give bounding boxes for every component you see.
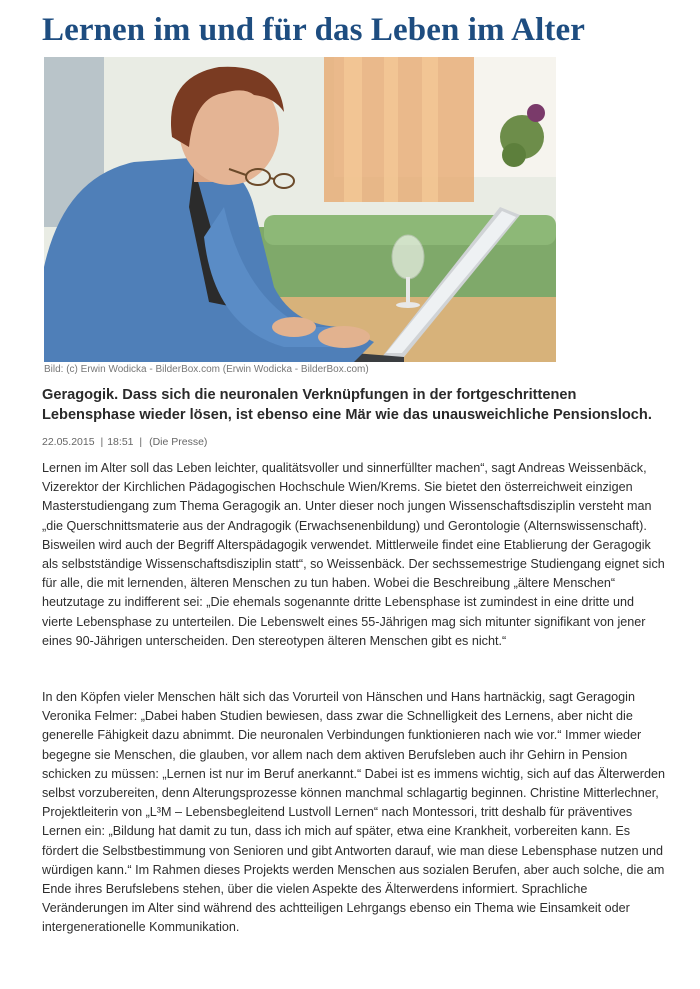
body-paragraph: Lernen im Alter soll das Leben leichter, qualitätsvoller und sinnerfüllter machen“, sagt Andreas Weissenbäck, Vizerektor der Kirchlichen Pädagogischen Hochschule Wien/Krems. Sie bietet den österreichweit einzigen Masterstudiengang zum Thema Geragogik an. Unter dieser noch jungen Wissenschaftsdisziplin versteht man „die Querschnittsmaterie aus der Andragogik (Erwachsenenbildung) und Gerontologie (Alternswissenschaft). Bisweilen wird auch der Begriff Alterspädagogik verwendet. Mittlerweile findet eine Etablierung der Geragogik als selbstständige Wissenschaftsdisziplin statt“, so Weissenbäck. Der sechssemestrige Studiengang eignet sich für alle, die mit lernenden, älteren Menschen zu tun haben. Wobei die Beschreibung „ältere Menschen“ heutzutage zu indifferent sei: „Die ehemals sogenannte dritte Lebensphase ist zumindest in eine dritte und vierte Lebensphase zu unterteilen. Die Lebenswelt eines 55-Jährigen mag sich mitunter signifikant von jener eines 90-Jährigen unterscheiden. Den stereotypen älteren Menschen gibt es nicht.“ <box>42 461 665 648</box>
body-paragraph: In den Köpfen vieler Menschen hält sich das Vorurteil von Hänschen und Hans hartnäckig, sagt Geragogin Veronika Felmer: „Dabei haben Studien bewiesen, dass zwar die Schnelligkeit des Lernens, aber nicht die generelle Fähigkeit dazu abnimmt. Die neuronalen Verbindungen funktionieren nach wie vor.“ Immer wieder begegne sie Menschen, die glauben, vor allem nach dem aktiven Berufsleben auch ihr Gehirn in Pension schicken zu müssen: „Lernen ist nur im Beruf anerkannt.“ Dabei ist es immens wichtig, sich auf das Älterwerden selbst vorzubereiten, denn Alterungsprozesse können manchmal schlagartig beginnen. Christine Mitterlechner, Projektleiterin von „L³M – Lebensbegleitend Lustvoll Lernen“ nach Montessori, tritt deshalb für präventives Lernen ein: „Bildung hat damit zu tun, dass ich mich auf später, etwa eine Krankheit, vorbereiten kann. Es fördert die Selbstbestimmung von Senioren und gibt Antworten darauf, wie man diese Lebensphase nutzen und würdigen kann.“ Im Rahmen dieses Projekts werden Menschen aus sozialen Berufen, aber auch solche, die am Ende ihres Berufslebens stehen, über die vielen Aspekte des Älterwerdens informiert. Sprachliche Veränderungen im Alter sind während des achtteiligen Lehrgangs ebenso ein Thema wie Einsamkeit oder intergenerationelle Kommunikation. <box>42 690 665 935</box>
publish-date: 22.05.2015 <box>42 436 95 448</box>
article-source: (Die Presse) <box>149 436 208 448</box>
article-meta <box>42 436 207 448</box>
publish-time: 18:51 <box>107 436 134 448</box>
meta-separator: | <box>100 436 104 448</box>
photo-caption: Bild: (c) Erwin Wodicka - BilderBox.com (Erwin Wodicka - BilderBox.com) <box>44 364 369 375</box>
meta-separator: | <box>139 436 143 448</box>
article-lead: Geragogik. Dass sich die neuronalen Verknüpfungen in der fortgeschrittenen Lebensphase wieder lösen, ist ebenso eine Mär wie das unausweichliche Pensionsloch. <box>42 387 652 423</box>
article-photo <box>44 57 556 362</box>
article-headline: Lernen im und für das Leben im Alter <box>42 12 585 48</box>
